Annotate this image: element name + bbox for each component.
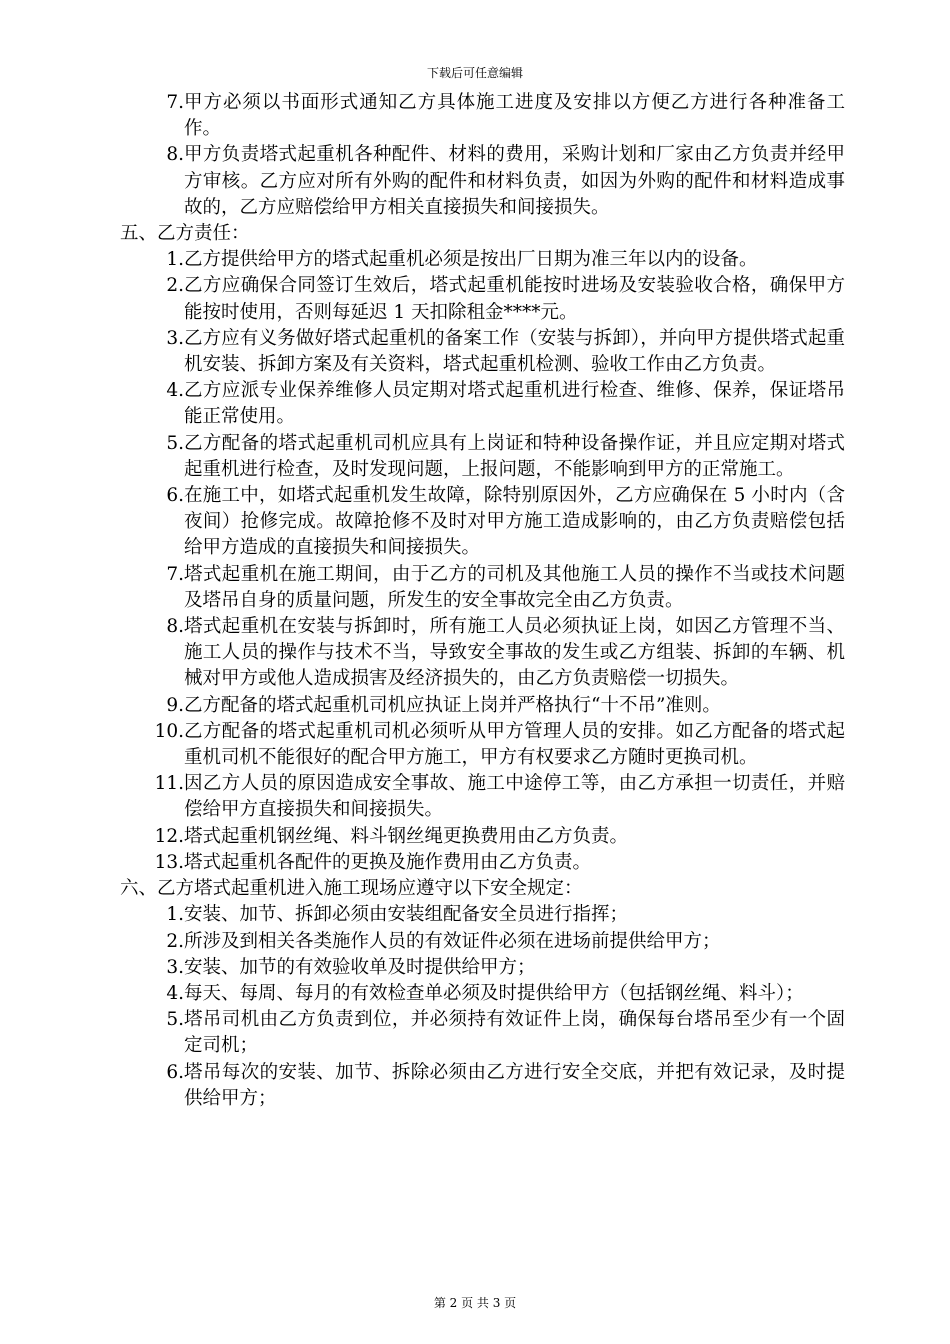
item-number: 12.	[154, 825, 184, 847]
list-item	[120, 431, 845, 483]
item-text: 乙方应派专业保养维修人员定期对塔式起重机进行检查、维修、保养，保证塔吊能正常使用。	[184, 380, 845, 428]
list-item	[120, 902, 845, 928]
item-text: 甲方负责塔式起重机各种配件、材料的费用，采购计划和厂家由乙方负责并经甲方审核。乙方应对所有外购的配件和材料负责，如因为外购的配件和材料造成事故的，乙方应赔偿给甲方相关直接损失和间接损失。	[184, 144, 845, 218]
item-number: 6.	[166, 485, 184, 507]
item-number: 6.	[166, 1061, 184, 1083]
list-item	[120, 142, 845, 221]
list-item	[120, 326, 845, 378]
item-text: 塔式起重机在安装与拆卸时，所有施工人员必须执证上岗，如因乙方管理不当、施工人员的操作与技术不当，导致安全事故的发生或乙方组装、拆卸的车辆、机械对甲方或他人造成损害及经济损失的，由乙方负责赔偿一切损失。	[184, 616, 845, 690]
item-text: 乙方配备的塔式起重机司机必须听从甲方管理人员的安排。如乙方配备的塔式起重机司机不能很好的配合甲方施工，甲方有权要求乙方随时更换司机。	[184, 720, 845, 769]
item-number: 8.	[166, 144, 184, 166]
item-text: 每天、每周、每月的有效检查单必须及时提供给甲方（包括钢丝绳、料斗）；	[184, 982, 804, 1004]
list-item	[120, 693, 845, 719]
list-item	[120, 90, 845, 142]
list-item	[120, 771, 845, 823]
list-item	[120, 273, 845, 325]
page-header: 下载后可任意编辑	[426, 66, 523, 80]
clause-list-5	[120, 247, 845, 876]
item-number: 1.	[166, 249, 184, 271]
item-text: 塔吊每次的安装、加节、拆除必须由乙方进行安全交底，并把有效记录，及时提供给甲方；	[184, 1061, 845, 1109]
section-6-title: 六、乙方塔式起重机进入施工现场应遵守以下安全规定：	[120, 878, 583, 900]
item-text: 塔式起重机在施工期间，由于乙方的司机及其他施工人员的操作不当或技术问题及塔吊自身的质量问题，所发生的安全事故完全由乙方负责。	[184, 563, 845, 611]
item-text: 因乙方人员的原因造成安全事故、施工中途停工等，由乙方承担一切责任，并赔偿给甲方直接损失和间接损失。	[184, 773, 845, 821]
item-number: 5.	[166, 1009, 184, 1031]
list-item	[120, 929, 845, 955]
clause-list-6	[120, 902, 845, 1112]
item-number: 13.	[154, 851, 184, 873]
item-number: 7.	[166, 563, 184, 585]
list-item	[120, 824, 845, 850]
item-number: 2.	[166, 275, 184, 297]
item-text: 所涉及到相关各类施作人员的有效证件必须在进场前提供给甲方；	[184, 930, 721, 952]
item-text: 塔式起重机各配件的更换及施作费用由乙方负责。	[184, 851, 592, 873]
item-number: 4.	[166, 380, 184, 402]
item-number: 4.	[166, 982, 184, 1004]
item-number: 1.	[166, 904, 184, 926]
list-item	[120, 1007, 845, 1059]
list-item	[120, 562, 845, 614]
clause-list-4	[120, 90, 845, 221]
item-number: 3.	[166, 956, 184, 978]
item-text: 塔式起重机钢丝绳、料斗钢丝绳更换费用由乙方负责。	[184, 825, 629, 847]
list-item	[120, 247, 845, 273]
page-footer: 第 2 页 共 3 页	[433, 1296, 517, 1310]
item-number: 8.	[166, 616, 184, 638]
item-text: 乙方配备的塔式起重机司机应执证上岗并严格执行“十不吊”准则。	[184, 694, 721, 716]
item-number: 5.	[166, 432, 184, 454]
item-text: 乙方提供给甲方的塔式起重机必须是按出厂日期为准三年以内的设备。	[184, 249, 758, 271]
item-number: 3.	[166, 327, 184, 349]
list-item	[120, 614, 845, 693]
document-body	[120, 90, 845, 1112]
item-text: 乙方应确保合同签订生效后，塔式起重机能按时进场及安装验收合格，确保甲方能按时使用，否则每延迟 1 天扣除租金****元。	[184, 275, 845, 323]
item-number: 7.	[166, 92, 184, 113]
item-text: 乙方应有义务做好塔式起重机的备案工作（安装与拆卸），并向甲方提供塔式起重机安装、拆卸方案及有关资料，塔式起重机检测、验收工作由乙方负责。	[184, 327, 845, 376]
item-text: 甲方必须以书面形式通知乙方具体施工进度及安排以方便乙方进行各种准备工作。	[184, 92, 845, 140]
item-number: 11.	[154, 773, 184, 795]
list-item	[120, 955, 845, 981]
item-text: 安装、加节、拆卸必须由安装组配备安全员进行指挥；	[184, 904, 629, 926]
item-number: 9.	[166, 694, 184, 716]
section-5-title: 五、乙方责任：	[120, 223, 250, 245]
list-item	[120, 981, 845, 1007]
list-item	[120, 483, 845, 562]
item-text: 塔吊司机由乙方负责到位，并必须持有效证件上岗，确保每台塔吊至少有一个固定司机；	[184, 1009, 845, 1057]
list-item	[120, 719, 845, 771]
item-text: 在施工中，如塔式起重机发生故障，除特别原因外，乙方应确保在 5 小时内（含夜间）抢修完成。故障抢修不及时对甲方施工造成影响的，由乙方负责赔偿包括给甲方造成的直接损失和间接损失。	[184, 485, 845, 559]
list-item	[120, 850, 845, 876]
item-text: 安装、加节的有效验收单及时提供给甲方；	[184, 956, 536, 978]
list-item	[120, 1060, 845, 1112]
item-number: 2.	[166, 930, 184, 952]
item-number: 10.	[154, 720, 184, 742]
item-text: 乙方配备的塔式起重机司机应具有上岗证和特种设备操作证，并且应定期对塔式起重机进行检查，及时发现问题，上报问题，不能影响到甲方的正常施工。	[184, 432, 845, 480]
list-item	[120, 378, 845, 430]
